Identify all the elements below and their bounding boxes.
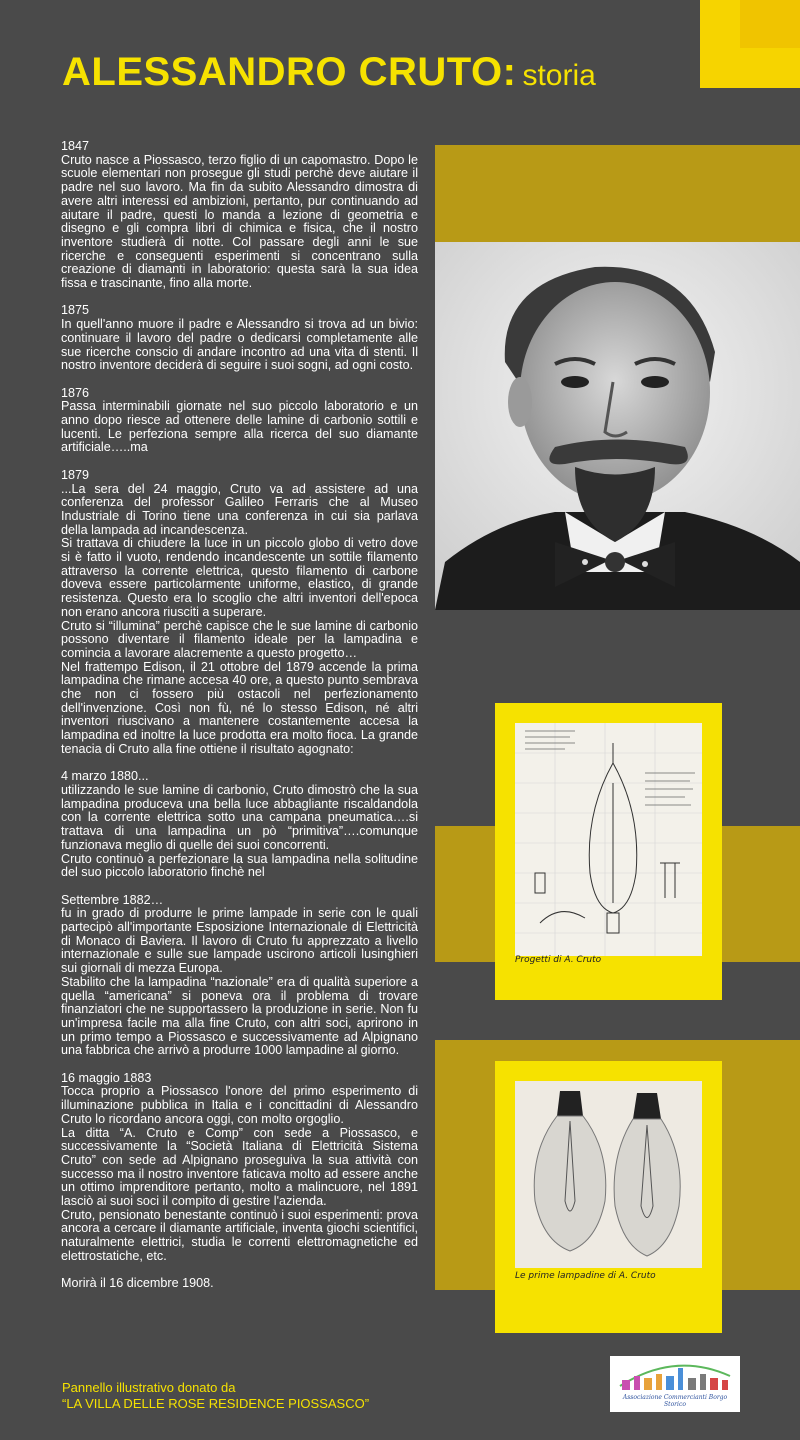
section-paragraph: Tocca proprio a Piossasco l'onore del primo esperimento di illuminazione pubblica in Italia e i concittadini di Alessandro Cruto lo ricordano ancora oggi, con molto orgoglio. bbox=[61, 1084, 418, 1126]
section-paragraph: Cruto, pensionato benestante continuò i suoi esperimenti: prova ancora a cercare il diamante artificiale, inventa giochi scientifici, naturalmente elettrici, studia le correnti elettromagnetiche ed elettrostatiche, etc. bbox=[61, 1207, 418, 1263]
section-1879 bbox=[61, 469, 418, 757]
section-year: 16 maggio 1883 bbox=[61, 1070, 152, 1085]
section-1880 bbox=[61, 770, 418, 880]
footer-credit bbox=[62, 1380, 369, 1412]
section-year: 4 marzo 1880... bbox=[61, 769, 149, 784]
drawing-caption: Progetti di A. Cruto bbox=[515, 955, 602, 965]
section-1882 bbox=[61, 894, 418, 1058]
section-paragraph: In quell'anno muore il padre e Alessandro si trova ad un bivio: continuare il lavoro del padre o dedicarsi completamente alle sue ricerche conscio di andare incontro ad una vita di stenti. Il nostro inventore deciderà di seguire i suoi sogni, ad ogni costo. bbox=[61, 317, 418, 373]
section-paragraph: Nel frattempo Edison, il 21 ottobre del 1879 accende la prima lampadina che rimane accesa 40 ore, a questo punto sembrava che non ci fossero più ostacoli nel perfezionamento dell'invenzione. Così non fù, né lo stesso Edison, né altri inventori riuscivano a mantenere costantemente accesa la lampadina ed inoltre la luce prodotta era molto fioca. La grande tenacia di Cruto alla fine ottiene il risultato agognato: bbox=[61, 659, 418, 756]
footer-line-2: “LA VILLA DELLE ROSE RESIDENCE PIOSSASCO” bbox=[62, 1396, 370, 1411]
section-paragraph: Cruto continuò a perfezionare la sua lampadina nella solitudine del suo piccolo laboratorio finchè nel bbox=[61, 851, 418, 880]
bulbs-frame bbox=[515, 1081, 702, 1268]
section-paragraph: Passa interminabili giornate nel suo piccolo laboratorio e un anno dopo riesce ad ottenere delle lamine di carbonio sottili e lucenti. Le perfeziona sempre alla ricerca del suo diamante artificiale…..ma bbox=[61, 399, 418, 455]
section-1876 bbox=[61, 387, 418, 456]
section-paragraph: ...La sera del 24 maggio, Cruto va ad assistere ad una conferenza del professor Galileo Ferraris che al Museo Industriale di Torino tiene una conferenza in cui sia parlava della lampada ad incandescenza. bbox=[61, 481, 418, 537]
section-year: 1879 bbox=[61, 467, 90, 482]
page-title-main: ALESSANDRO CRUTO: bbox=[62, 50, 517, 94]
logo-text: Associazione Commercianti Borgo Storico bbox=[622, 1394, 728, 1408]
section-paragraph: Si trattava di chiudere la luce in un piccolo globo di vetro dove si è fatto il vuoto, rendendo incandescente un sottile filamento attraverso la corrente elettrica, questo filamento di carbone doveva essere particolarmente uniforme, elastico, di grande resistenza. Questo era lo scoglio che altri inventori dell'epoca non erano ancora riusciti a superare. bbox=[61, 536, 418, 619]
section-paragraph: Cruto nasce a Piossasco, terzo figlio di un capomastro. Dopo le scuole elementari non prosegue gli studi perchè deve aiutare il padre nel suo lavoro. Ma fin da subito Alessandro dimostra di avere altri interessi ed ambizioni, pertanto, pur continuando ad aiutare il padre, questi lo manda a lezione di geometria e disegno e gli compra libri di chimica e fisica, che il nostro inventore studierà di notte. Col passare degli anni le sue ricerche e conseguenti esperimenti si concentrano sulla creazione di diamanti in laboratorio: questa sarà la sua idea fissa e trascinante, fino alla morte. bbox=[61, 152, 418, 291]
section-paragraph: Cruto si “illumina” perchè capisce che le sue lamine di carbonio possono diventare il filamento ideale per la lampadina e comincia a lavorare alacremente a questo progetto… bbox=[61, 618, 418, 660]
portrait-illustration bbox=[435, 242, 800, 610]
logo-skyline-icon bbox=[610, 1356, 740, 1396]
section-paragraph: Stabilito che la lampadina “nazionale” era di qualità superiore a quella “americana” si poneva ora il problema di trovare finanziatori che ne supportassero la produzione in serie. Non fu un'impresa facile ma alla fine Cruto, con altri soci, aprirono in un primo tempo a Piossasco e successivamente ad Alpignano una fabbrica che arrivò a produrre 1000 lampadine al giorno. bbox=[61, 974, 418, 1058]
section-paragraph: fu in grado di produrre le prime lampade in serie con le quali partecipò all'importante Esposizione Internazionale di Elettricità di Monaco di Baviera. Il lavoro di Cruto fu apprezzato a livello internazionale e sulle sue lampade uscirono articoli lusinghieri sui giornali di mezza Europa. bbox=[61, 906, 418, 976]
bulbs-photo bbox=[515, 1081, 702, 1268]
closing-line: Morirà il 16 dicembre 1908. bbox=[61, 1276, 214, 1291]
page-title bbox=[62, 50, 596, 95]
section-1883 bbox=[61, 1072, 418, 1264]
bulbs-card bbox=[495, 1061, 722, 1333]
section-year: Settembre 1882… bbox=[61, 892, 164, 907]
drawing-card bbox=[495, 703, 722, 1000]
section-year: 1847 bbox=[61, 139, 90, 153]
article-body bbox=[61, 140, 418, 1291]
section-1847 bbox=[61, 140, 418, 291]
section-1875 bbox=[61, 304, 418, 373]
footer-line-1: Pannello illustrativo donato da bbox=[62, 1380, 236, 1395]
section-paragraph: utilizzando le sue lamine di carbonio, Cruto dimostrò che la sua lampadina produceva una bella luce abbagliante riscaldandola con la corrente elettrica sotto una campana pneumatica….si trattava di una lampadina un pò “primitiva”….comunque funzionava meglio di quelle dei suoi concorrenti. bbox=[61, 782, 418, 852]
bulbs-caption: Le prime lampadine di A. Cruto bbox=[515, 1271, 656, 1281]
patent-drawing bbox=[515, 723, 702, 956]
corner-decoration-inner bbox=[740, 0, 800, 48]
section-paragraph: La ditta “A. Cruto e Comp” con sede a Piossasco, e successivamente la “Società Italiana di Elettricità Sistema Cruto” con sede ad Alpignano proseguiva la sua attività con successo ma il nostro inventore faticava molto ad essere anche un ottimo imprenditore pertanto, molto a malincuore, nel 1891 lasciò ai suoi soci il compito di gestire l'azienda. bbox=[61, 1125, 418, 1209]
section-year: 1876 bbox=[61, 385, 90, 400]
page-title-sub: storia bbox=[522, 59, 596, 92]
portrait-photo bbox=[435, 242, 800, 610]
association-logo bbox=[610, 1356, 740, 1412]
section-year: 1875 bbox=[61, 303, 90, 318]
drawing-frame bbox=[515, 723, 702, 956]
